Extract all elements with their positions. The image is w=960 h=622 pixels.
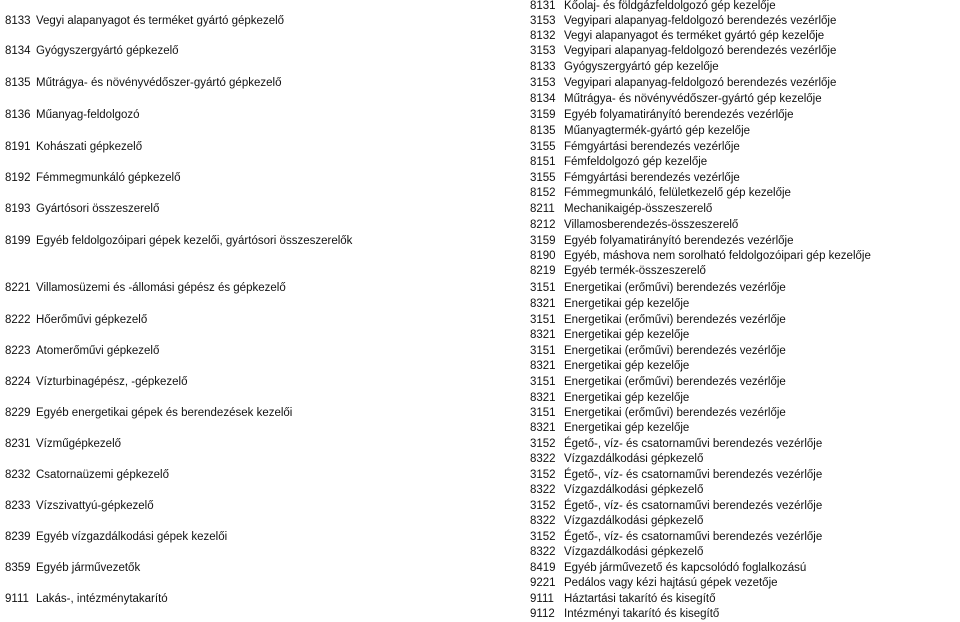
- right-code: 8321: [530, 298, 556, 310]
- right-occupation-name: Égető-, víz- és csatornaművi berendezés vezérlője: [564, 438, 823, 450]
- right-occupation-name: Villamosberendezés-összeszerelő: [564, 219, 739, 231]
- table-row: [0, 249, 960, 264]
- right-occupation-name: Fémgyártási berendezés vezérlője: [564, 172, 740, 184]
- table-row: [0, 92, 960, 107]
- right-occupation-name: Vegyipari alapanyag-feldolgozó berendezés vezérlője: [564, 15, 837, 27]
- right-occupation-name: Vízgazdálkodási gépkezelő: [564, 515, 704, 527]
- right-code: 3159: [530, 109, 556, 121]
- right-code: 8321: [530, 329, 556, 341]
- right-occupation-name: Energetikai gép kezelője: [564, 422, 690, 434]
- right-code: 8322: [530, 546, 556, 558]
- left-code: 8231: [5, 438, 31, 450]
- table-row: [0, 29, 960, 44]
- right-occupation-name: Egyéb termék-összeszerelő: [564, 265, 706, 277]
- left-occupation-name: Gyártósori összeszerelő: [36, 203, 160, 215]
- right-code: 8211: [530, 203, 555, 215]
- right-code: 3153: [530, 77, 556, 89]
- right-occupation-name: Égető-, víz- és csatornaművi berendezés vezérlője: [564, 500, 823, 512]
- table-row: [0, 218, 960, 233]
- right-code: 9112: [530, 608, 555, 620]
- right-occupation-name: Egyéb folyamatirányító berendezés vezérlője: [564, 109, 794, 121]
- right-occupation-name: Égető-, víz- és csatornaművi berendezés vezérlője: [564, 531, 823, 543]
- right-code: 9111: [530, 593, 554, 605]
- right-occupation-name: Energetikai (erőművi) berendezés vezérlője: [564, 376, 786, 388]
- table-row: [0, 234, 960, 249]
- right-code: 3151: [530, 376, 556, 388]
- right-code: 3153: [530, 45, 556, 57]
- left-code: 8136: [5, 109, 31, 121]
- right-code: 8132: [530, 30, 556, 42]
- right-code: 3151: [530, 407, 556, 419]
- right-occupation-name: Energetikai gép kezelője: [564, 329, 690, 341]
- right-code: 8133: [530, 61, 556, 73]
- left-code: 8222: [5, 314, 31, 326]
- left-code: 8133: [5, 15, 31, 27]
- table-row: [0, 499, 960, 514]
- right-code: 8135: [530, 125, 556, 137]
- right-occupation-name: Műanyagtermék-gyártó gép kezelője: [564, 125, 751, 137]
- right-occupation-name: Vegyi alapanyagot és terméket gyártó gép kezelője: [564, 30, 825, 42]
- left-occupation-name: Lakás-, intézménytakarító: [36, 593, 168, 605]
- left-code: 8221: [5, 282, 31, 294]
- left-occupation-name: Vízszivattyú-gépkezelő: [36, 500, 154, 512]
- table-row: [0, 124, 960, 139]
- table-row: [0, 44, 960, 59]
- right-occupation-name: Vízgazdálkodási gépkezelő: [564, 453, 704, 465]
- right-code: 3159: [530, 235, 556, 247]
- right-code: 8321: [530, 360, 556, 372]
- right-occupation-name: Energetikai gép kezelője: [564, 360, 690, 372]
- table-row: [0, 108, 960, 123]
- right-occupation-name: Fémfeldolgozó gép kezelője: [564, 156, 708, 168]
- left-occupation-name: Villamosüzemi és -állomási gépész és gépkezelő: [36, 282, 286, 294]
- right-occupation-name: Műtrágya- és növényvédőszer-gyártó gép kezelője: [564, 93, 822, 105]
- right-occupation-name: Vízgazdálkodási gépkezelő: [564, 484, 704, 496]
- right-occupation-name: Háztartási takarító és kisegítő: [564, 593, 716, 605]
- table-row: [0, 391, 960, 406]
- left-code: 8199: [5, 235, 31, 247]
- table-row: [0, 60, 960, 75]
- left-code: 8359: [5, 562, 31, 574]
- right-code: 3152: [530, 438, 556, 450]
- left-code: 8224: [5, 376, 31, 388]
- table-row: [0, 483, 960, 498]
- left-occupation-name: Egyéb feldolgozóipari gépek kezelői, gyártósori összeszerelők: [36, 235, 353, 247]
- left-occupation-name: Fémmegmunkáló gépkezelő: [36, 172, 181, 184]
- right-occupation-name: Mechanikaigép-összeszerelő: [564, 203, 713, 215]
- right-occupation-name: Vegyipari alapanyag-feldolgozó berendezés vezérlője: [564, 77, 837, 89]
- right-code: 8152: [530, 187, 556, 199]
- right-code: 8219: [530, 265, 556, 277]
- table-row: [0, 186, 960, 201]
- right-code: 3151: [530, 345, 556, 357]
- right-code: 3155: [530, 141, 556, 153]
- right-occupation-name: Energetikai gép kezelője: [564, 392, 690, 404]
- right-occupation-name: Pedálos vagy kézi hajtású gépek vezetője: [564, 577, 778, 589]
- left-occupation-name: Atomerőművi gépkezelő: [36, 345, 160, 357]
- right-code: 8212: [530, 219, 556, 231]
- right-occupation-name: Fémgyártási berendezés vezérlője: [564, 141, 740, 153]
- table-row: [0, 607, 960, 622]
- right-code: 3151: [530, 282, 556, 294]
- table-row: [0, 313, 960, 328]
- left-occupation-name: Vízműgépkezelő: [36, 438, 122, 450]
- right-code: 9221: [530, 577, 556, 589]
- left-occupation-name: Vízturbinagépész, -gépkezelő: [36, 376, 188, 388]
- table-row: [0, 297, 960, 312]
- right-code: 8419: [530, 562, 556, 574]
- table-row: [0, 328, 960, 343]
- table-row: [0, 76, 960, 91]
- table-row: [0, 375, 960, 390]
- table-row: [0, 202, 960, 217]
- right-occupation-name: Fémmegmunkáló, felületkezelő gép kezelője: [564, 187, 791, 199]
- right-code: 3151: [530, 314, 556, 326]
- left-occupation-name: Gyógyszergyártó gépkezelő: [36, 45, 179, 57]
- right-code: 8151: [530, 156, 556, 168]
- right-occupation-name: Gyógyszergyártó gép kezelője: [564, 61, 719, 73]
- left-code: 8193: [5, 203, 31, 215]
- right-occupation-name: Egyéb, máshova nem sorolható feldolgozóipari gép kezelője: [564, 250, 871, 262]
- left-code: 8229: [5, 407, 31, 419]
- right-occupation-name: Energetikai (erőművi) berendezés vezérlője: [564, 314, 786, 326]
- left-code: 8134: [5, 45, 31, 57]
- right-occupation-name: Vízgazdálkodási gépkezelő: [564, 546, 704, 558]
- table-row: [0, 514, 960, 529]
- left-code: 9111: [5, 593, 29, 605]
- right-occupation-name: Egyéb járművezető és kapcsolódó foglalkozású: [564, 562, 807, 574]
- right-occupation-name: Kőolaj- és földgázfeldolgozó gép kezelője: [564, 0, 776, 12]
- table-row: [0, 561, 960, 576]
- table-row: [0, 264, 960, 279]
- left-code: 8191: [5, 141, 31, 153]
- left-code: 8223: [5, 345, 31, 357]
- left-code: 8135: [5, 77, 31, 89]
- right-code: 3153: [530, 15, 556, 27]
- table-row: [0, 545, 960, 560]
- table-row: [0, 452, 960, 467]
- table-row: [0, 359, 960, 374]
- table-row: [0, 140, 960, 155]
- right-occupation-name: Égető-, víz- és csatornaművi berendezés vezérlője: [564, 469, 823, 481]
- left-code: 8192: [5, 172, 31, 184]
- table-row: [0, 406, 960, 421]
- right-occupation-name: Energetikai gép kezelője: [564, 298, 690, 310]
- left-occupation-name: Egyéb vízgazdálkodási gépek kezelői: [36, 531, 228, 543]
- right-occupation-name: Energetikai (erőművi) berendezés vezérlője: [564, 282, 786, 294]
- right-code: 8321: [530, 392, 556, 404]
- right-occupation-name: Vegyipari alapanyag-feldolgozó berendezés vezérlője: [564, 45, 837, 57]
- right-code: 8322: [530, 515, 556, 527]
- right-occupation-name: Energetikai (erőművi) berendezés vezérlője: [564, 345, 786, 357]
- left-occupation-name: Kohászati gépkezelő: [36, 141, 143, 153]
- left-occupation-name: Csatornaüzemi gépkezelő: [36, 469, 169, 481]
- right-code: 8322: [530, 484, 556, 496]
- table-row: [0, 344, 960, 359]
- right-occupation-name: Intézményi takarító és kisegítő: [564, 608, 720, 620]
- right-code: 8190: [530, 250, 556, 262]
- left-occupation-name: Egyéb járművezetők: [36, 562, 141, 574]
- table-row: [0, 576, 960, 591]
- right-code: 3152: [530, 531, 556, 543]
- table-row: [0, 281, 960, 296]
- left-code: 8239: [5, 531, 31, 543]
- right-code: 8134: [530, 93, 556, 105]
- left-occupation-name: Egyéb energetikai gépek és berendezések kezelői: [36, 407, 293, 419]
- right-occupation-name: Egyéb folyamatirányító berendezés vezérlője: [564, 235, 794, 247]
- table-row: [0, 530, 960, 545]
- right-code: 3155: [530, 172, 556, 184]
- left-code: 8233: [5, 500, 31, 512]
- left-occupation-name: Vegyi alapanyagot és terméket gyártó gépkezelő: [36, 15, 285, 27]
- right-occupation-name: Energetikai (erőművi) berendezés vezérlője: [564, 407, 786, 419]
- left-code: 8232: [5, 469, 31, 481]
- table-row: [0, 437, 960, 452]
- right-code: 8322: [530, 453, 556, 465]
- table-row: [0, 468, 960, 483]
- table-row: [0, 0, 960, 14]
- left-occupation-name: Műtrágya- és növényvédőszer-gyártó gépkezelő: [36, 77, 282, 89]
- table-row: [0, 421, 960, 436]
- right-code: 3152: [530, 469, 556, 481]
- right-code: 3152: [530, 500, 556, 512]
- right-code: 8131: [530, 0, 556, 12]
- table-row: [0, 14, 960, 29]
- right-code: 8321: [530, 422, 556, 434]
- left-occupation-name: Műanyag-feldolgozó: [36, 109, 140, 121]
- table-row: [0, 155, 960, 170]
- table-row: [0, 592, 960, 607]
- table-row: [0, 171, 960, 186]
- left-occupation-name: Hőerőművi gépkezelő: [36, 314, 148, 326]
